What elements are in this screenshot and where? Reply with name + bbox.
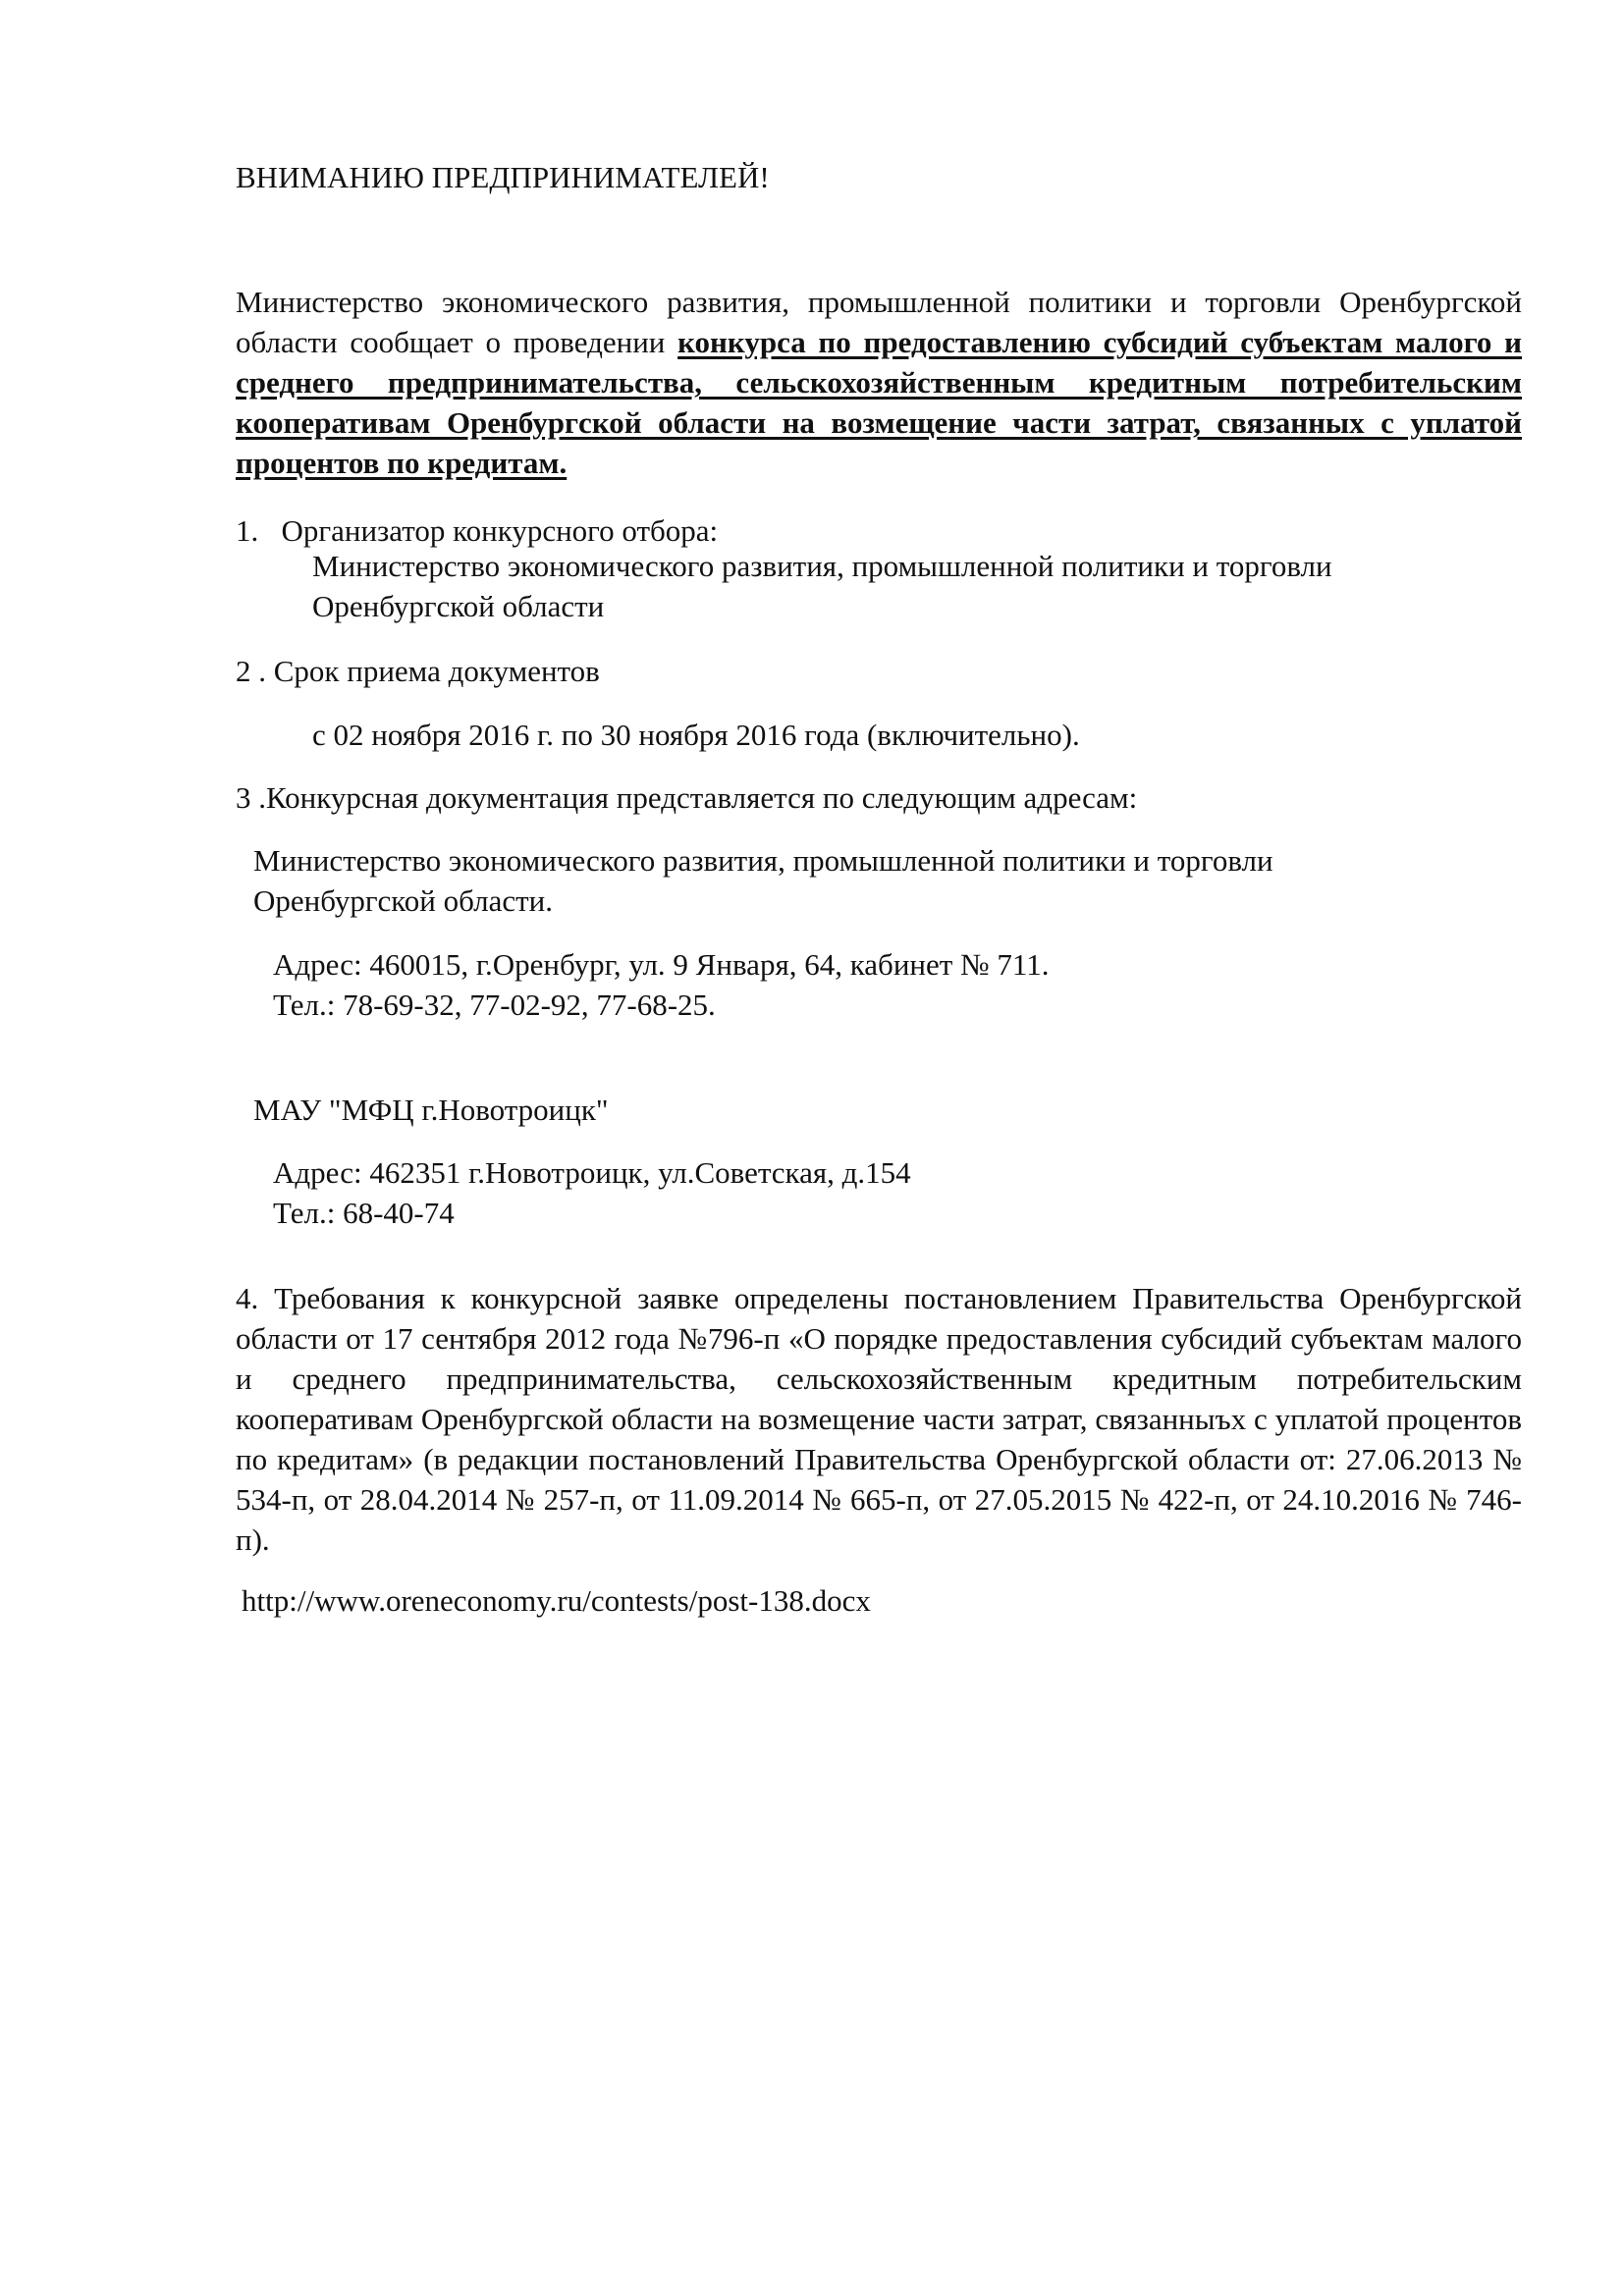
org2-name: МАУ "МФЦ г.Новотроицк" — [253, 1093, 609, 1127]
org2-contacts — [273, 1152, 1559, 1233]
item-2-period: с 02 ноября 2016 г. по 30 ноября 2016 года (включительно). — [312, 718, 1080, 752]
item-1-heading: 1. Организатор конкурсного отбора: — [236, 513, 719, 548]
document-title: ВНИМАНИЮ ПРЕДПРИНИМАТЕЛЕЙ! — [236, 160, 770, 194]
document-link[interactable] — [242, 1580, 1528, 1621]
org1-phone: Тел.: 78-69-32, 77-02-92, 77-68-25. — [273, 988, 716, 1022]
contest-name: конкурса по предоставлению субсидий субъектам малого и среднего предпринимательства, сельскохозяйственным кредитным потребительским кооперативам Оренбургской области на возмещение части затрат, связанных с уплатой процентов по кредитам. — [236, 325, 1522, 480]
item-2-heading: 2 . Срок приема документов — [236, 654, 600, 688]
org1-line-1: Министерство экономического развития, промышленной политики и торговли — [253, 843, 1273, 878]
docx-link[interactable]: http://www.oreneconomy.ru/contests/post-138.docx — [242, 1583, 871, 1618]
org1-line-2: Оренбургской области. — [253, 883, 554, 918]
item-3-heading: 3 .Конкурсная документация представляется по следующим адресам: — [236, 780, 1138, 815]
intro-paragraph — [236, 282, 1522, 483]
item-1-organizer — [312, 546, 1598, 626]
org2-address: Адрес: 462351 г.Новотроицк, ул.Советская, д.154 — [273, 1155, 911, 1190]
item-4-paragraph: 4. Требования к конкурсной заявке определены постановлением Правительства Оренбургской области от 17 сентября 2012 года №796-п «О порядке предоставления субсидий субъектам малого и среднего предпринимательства, сельскохозяйственным кредитным потребительским кооперативам Оренбургской области на возмещение части затрат, связанныъх с уплатой процентов по кредитам» (в редакции постановлений Правительства Оренбургской области от: 27.06.2013 № 534-п, от 28.04.2014 № 257-п, от 11.09.2014 № 665-п, от 27.05.2015 № 422-п, от 24.10.2016 № 746-п). — [236, 1281, 1522, 1557]
org2-phone: Тел.: 68-40-74 — [273, 1196, 455, 1230]
organizer-line-1: Министерство экономического развития, промышленной политики и торговли — [312, 549, 1332, 583]
org1-contacts — [273, 944, 1559, 1025]
org1-address: Адрес: 460015, г.Оренбург, ул. 9 Января, 64, кабинет № 711. — [273, 947, 1050, 982]
intro-text: Министерство экономического развития, промышленной политики и торговли Оренбургской области сообщает о проведении — [236, 285, 1522, 359]
org1-name — [253, 840, 1540, 921]
organizer-line-2: Оренбургской области — [312, 589, 605, 623]
